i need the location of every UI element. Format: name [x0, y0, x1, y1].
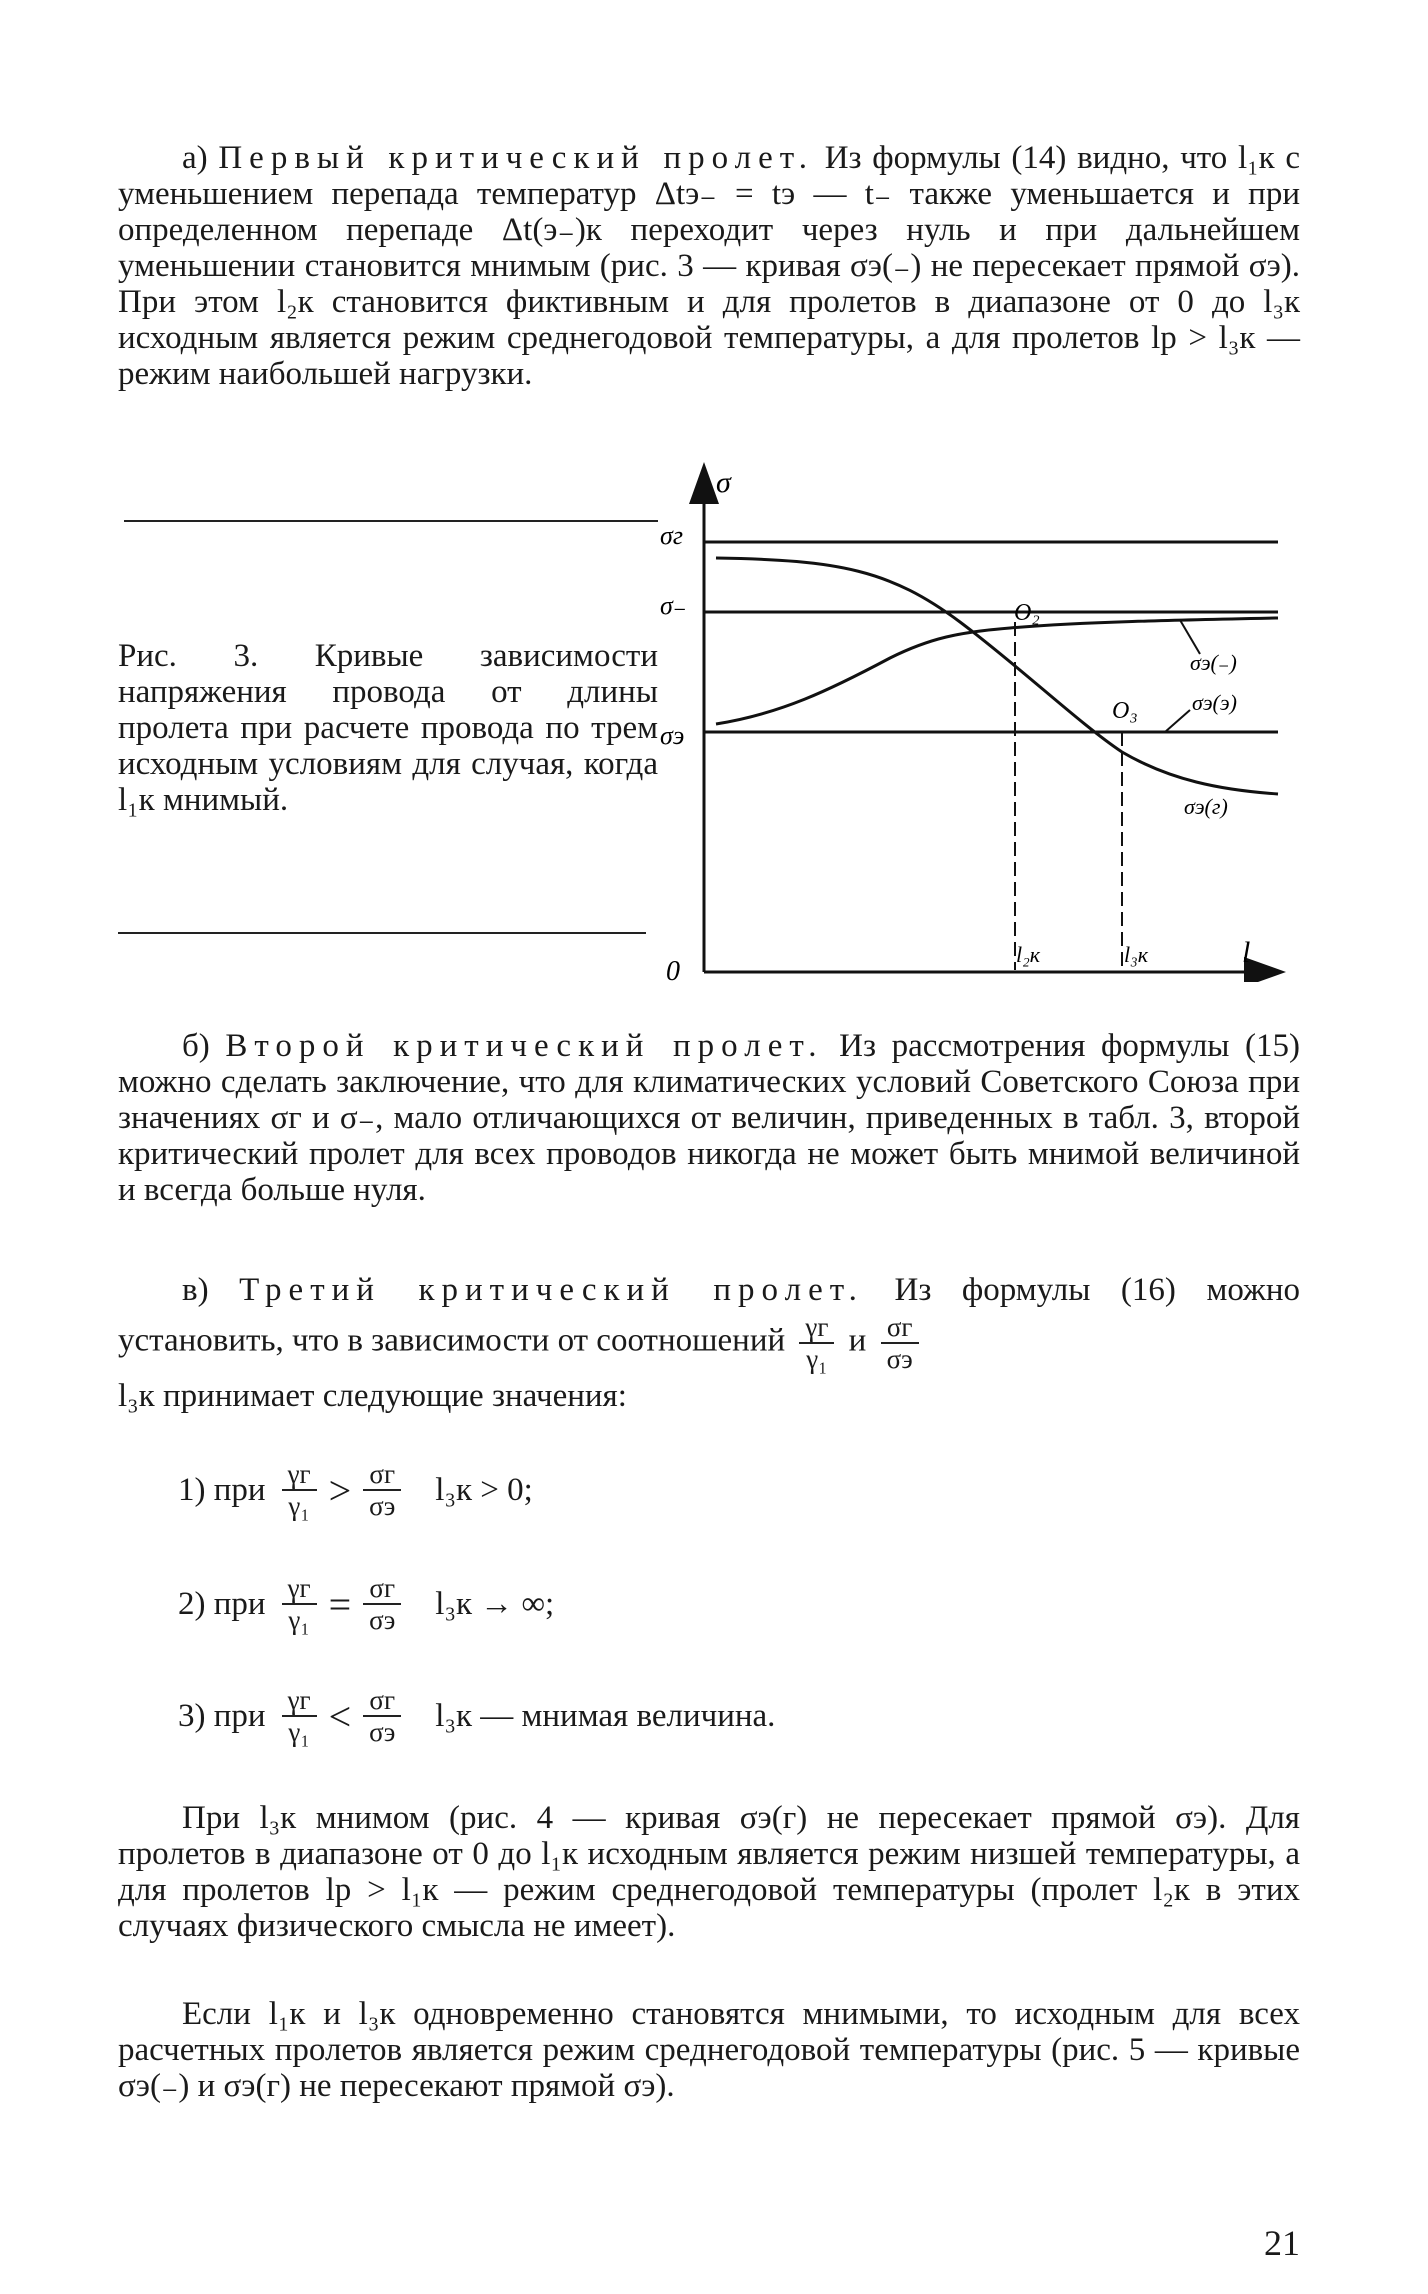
paragraph-text: Если l₁к и l₃к одновременно становятся мнимыми, то исходным для всех расчетных пролетов является режим среднегодовой температуры (рис. 5 — кривые σэ(₋) и σэ(г) не пересекают прямой σэ).: [118, 1996, 1300, 2104]
numerator: σг: [363, 1685, 401, 1717]
caption-bottom-rule: [118, 932, 646, 934]
denominator: σэ: [886, 1344, 913, 1374]
condition-label: 3) при: [178, 1697, 266, 1734]
numerator: γг: [282, 1573, 317, 1605]
item-marker: б): [182, 1028, 210, 1064]
page-number: 21: [1264, 2223, 1300, 2263]
figure-caption: Рис. 3. Кривые зависимости напряжения провода от длины пролета при расчете провода по трем исходным условиям для случая, когда l₁к мнимый.: [118, 638, 658, 818]
condition-result: l₃к → ∞;: [435, 1585, 555, 1622]
caption-top-rule: [124, 520, 658, 522]
paragraph-both-imaginary: [118, 1996, 1300, 2104]
y-axis-label: σ: [716, 466, 731, 499]
paragraph-first-critical-span: [118, 140, 1300, 392]
section-heading: Второй критический пролет.: [225, 1028, 824, 1064]
leader-e-minus: [1180, 620, 1200, 654]
condition-2: [178, 1564, 554, 1644]
denominator: σэ: [369, 1491, 396, 1521]
ratio-sigma: [363, 1685, 401, 1747]
x-mark-l2k: l₂к: [1016, 942, 1041, 967]
paragraph-text: l₃к принимает следующие значения:: [118, 1378, 627, 1414]
figure-3-graph: [660, 462, 1300, 982]
section-heading: Третий критический пролет.: [239, 1272, 864, 1308]
curve-label-e-g: σэ(г): [1184, 794, 1228, 819]
y-tick-sigma-g: σг: [660, 521, 683, 550]
paragraph-second-critical-span: [118, 1028, 1300, 1208]
curve-sigma-e-g: [716, 558, 1278, 794]
condition-3: [178, 1676, 775, 1756]
origin-label: 0: [666, 956, 680, 982]
y-tick-sigma-e: σэ: [660, 721, 685, 750]
ratio-gamma: [282, 1459, 317, 1521]
section-heading: Первый критический пролет.: [218, 140, 814, 176]
numerator: σг: [363, 1573, 401, 1605]
ratio-sigma: [881, 1312, 919, 1374]
item-marker: в): [182, 1272, 209, 1308]
denominator: γ₁: [288, 1491, 310, 1521]
numerator: γг: [282, 1685, 317, 1717]
denominator: σэ: [369, 1717, 396, 1747]
paragraph-l3k-imaginary: [118, 1800, 1300, 1944]
point-o2: O₂: [1014, 600, 1040, 626]
condition-result: l₃к — мнимая величина.: [435, 1697, 776, 1734]
x-mark-l3k: l₃к: [1124, 942, 1149, 967]
curve-label-e-minus: σэ(₋): [1190, 650, 1237, 675]
condition-result: l₃к > 0;: [435, 1471, 533, 1508]
x-axis-label: l: [1242, 936, 1251, 969]
curve-label-e-e: σэ(э): [1192, 690, 1237, 715]
denominator: γ₁: [288, 1605, 310, 1635]
point-o3: O₃: [1112, 698, 1138, 724]
paragraph-text: При l₃к мнимом (рис. 4 — кривая σэ(г) не пересекает прямой σэ). Для пролетов в диапазоне от 0 до l₁к исходным является режим низшей температуры, а для пролетов lр > l₁к — режим среднегодовой температуры (пролет l₂к в этих случаях физического смысла не имеет).: [118, 1800, 1300, 1944]
y-tick-sigma-minus: σ₋: [660, 591, 687, 620]
numerator: γг: [282, 1459, 317, 1491]
relation-sign: <: [328, 1693, 352, 1739]
ratio-gamma: [282, 1573, 317, 1635]
relation-sign: =: [328, 1581, 352, 1627]
numerator: σг: [881, 1312, 919, 1344]
condition-label: 2) при: [178, 1585, 266, 1622]
relation-sign: >: [328, 1467, 352, 1513]
numerator: σг: [363, 1459, 401, 1491]
denominator: γ₁: [288, 1717, 310, 1747]
condition-1: [178, 1450, 533, 1530]
paragraph-text: Из формулы (16) можно установить, что в зависимости от соотношений: [118, 1272, 1300, 1359]
item-marker: а): [182, 140, 208, 176]
leader-e-e: [1165, 710, 1190, 732]
paragraph-text: Из рассмотрения формулы (15) можно сделать заключение, что для климатических условий Советского Союза при значениях σг и σ₋, мало отличающихся от величин, приведенных в табл. 3, второй критический пролет для всех проводов никогда не может быть мнимой величиной и всегда больше нуля.: [118, 1028, 1301, 1208]
ratio-gamma: [799, 1312, 834, 1374]
ratio-sigma: [363, 1459, 401, 1521]
ratio-gamma: [282, 1685, 317, 1747]
paragraph-text: Из формулы (14) видно, что l₁к с уменьшением перепада температур Δtэ₋ = tэ — t₋ также уменьшается и при определенном перепаде Δt(э₋)к переходит через нуль и при дальнейшем уменьшении становится мнимым (рис. 3 — кривая σэ(₋) не пересекает прямой σэ). При этом l₂к становится фиктивным и для пролетов в диапазоне от 0 до l₃к исходным является режим среднегодовой температуры, а для пролетов lр > l₃к — режим наибольшей нагрузки.: [118, 140, 1301, 392]
ratio-sigma: [363, 1573, 401, 1635]
denominator: γ₁: [806, 1344, 828, 1374]
numerator: γг: [799, 1312, 834, 1344]
paragraph-third-critical-span: [118, 1268, 1300, 1418]
condition-label: 1) при: [178, 1471, 266, 1508]
denominator: σэ: [369, 1605, 396, 1635]
conjunction: и: [848, 1322, 867, 1359]
